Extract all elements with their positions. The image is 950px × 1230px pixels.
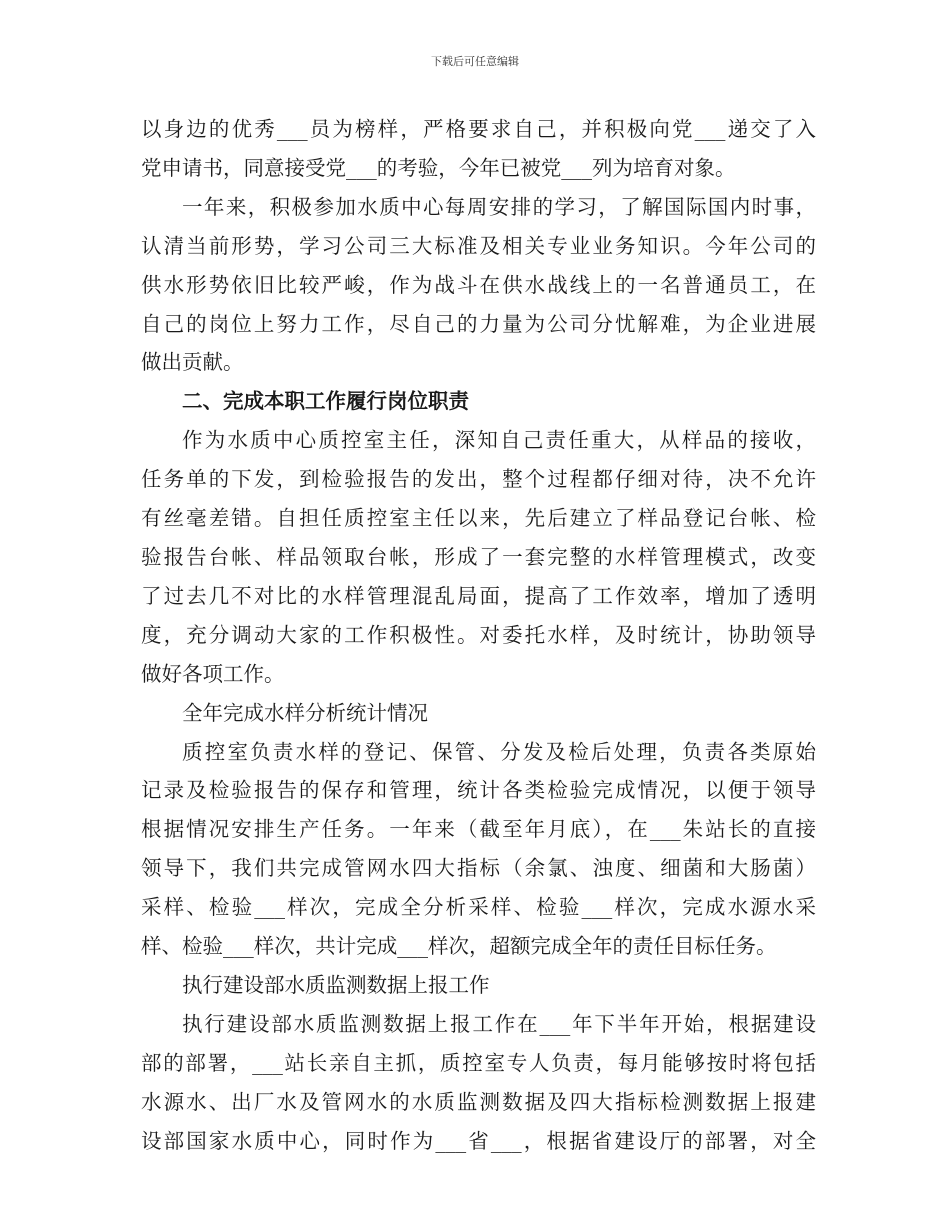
text-line: 做出贡献。 bbox=[141, 350, 244, 375]
text-line: 采样、检验___样次，完成全分析采样、检验___样次，完成水源水采 bbox=[141, 895, 816, 920]
text-line: 样、检验___样次，共计完成___样次，超额完成全年的责任目标任务。 bbox=[141, 934, 777, 959]
text-line: 党申请书，同意接受党___的考验，今年已被党___列为培育对象。 bbox=[141, 155, 736, 180]
text-line: 一年来，积极参加水质中心每周安排的学习，了解国际国内时事， bbox=[182, 194, 816, 219]
text-line: 度，充分调动大家的工作积极性。对委托水样，及时统计，协助领导 bbox=[141, 622, 816, 647]
text-line: 领导下，我们共完成管网水四大指标（余氯、浊度、细菌和大肠菌） bbox=[141, 856, 816, 881]
text-line: 了过去几不对比的水样管理混乱局面，提高了工作效率，增加了透明 bbox=[141, 583, 816, 608]
text-line: 作为水质中心质控室主任，深知自己责任重大，从样品的接收， bbox=[182, 428, 816, 453]
text-line: 有丝毫差错。自担任质控室主任以来，先后建立了样品登记台帐、检 bbox=[141, 506, 816, 531]
text-line: 执行建设部水质监测数据上报工作在___年下半年开始，根据建设 bbox=[182, 1011, 816, 1036]
text-line: 认清当前形势，学习公司三大标准及相关专业业务知识。今年公司的 bbox=[141, 233, 816, 258]
document-body bbox=[141, 110, 816, 1160]
text-line: 以身边的优秀___员为榜样，严格要求自己，并积极向党___递交了入 bbox=[141, 117, 816, 141]
text-line: 设部国家水质中心，同时作为___省___，根据省建设厅的部署，对全 bbox=[141, 1128, 816, 1153]
text-line: 根据情况安排生产任务。一年来（截至年月底），在___朱站长的直接 bbox=[141, 817, 816, 842]
text-line: 做好各项工作。 bbox=[141, 661, 285, 686]
text-line: 记录及检验报告的保存和管理，统计各类检验完成情况，以便于领导 bbox=[141, 778, 816, 803]
text-line: 执行建设部水质监测数据上报工作 bbox=[182, 972, 490, 997]
text-line: 质控室负责水样的登记、保管、分发及检后处理，负责各类原始 bbox=[182, 739, 816, 764]
text-line: 自己的岗位上努力工作，尽自己的力量为公司分忧解难，为企业进展 bbox=[141, 311, 816, 336]
text-line: 任务单的下发，到检验报告的发出，整个过程都仔细对待，决不允许 bbox=[141, 467, 816, 492]
page-header: 下载后可任意编辑 bbox=[431, 55, 519, 68]
text-line: 供水形势依旧比较严峻，作为战斗在供水战线上的一名普通员工，在 bbox=[141, 272, 816, 297]
section-heading: 二、完成本职工作履行岗位职责 bbox=[182, 389, 469, 414]
text-line: 验报告台帐、样品领取台帐，形成了一套完整的水样管理模式，改变 bbox=[141, 544, 816, 569]
text-line: 部的部署，___站长亲自主抓，质控室专人负责，每月能够按时将包括 bbox=[141, 1050, 816, 1075]
text-line: 全年完成水样分析统计情况 bbox=[182, 700, 428, 725]
text-line: 水源水、出厂水及管网水的水质监测数据及四大指标检测数据上报建 bbox=[141, 1089, 816, 1114]
